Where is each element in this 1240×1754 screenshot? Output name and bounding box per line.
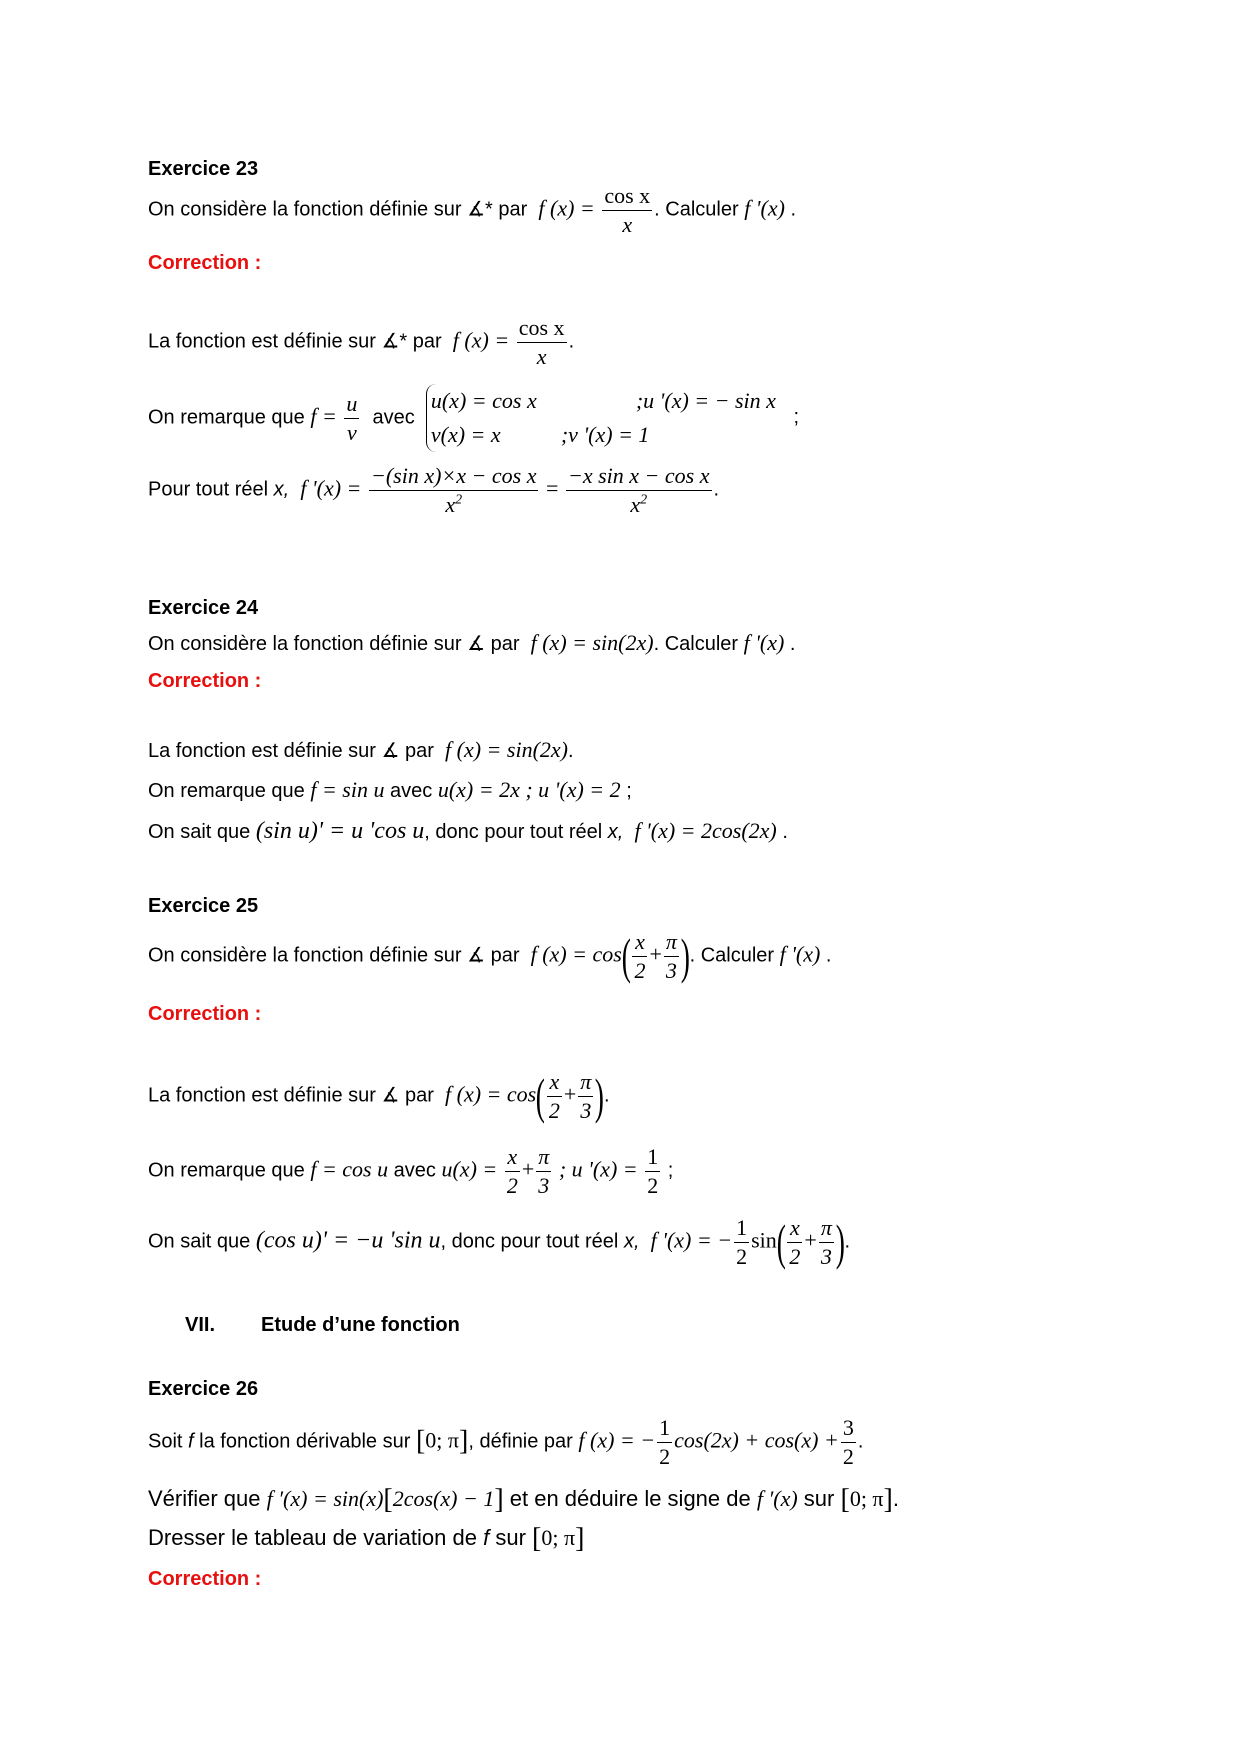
- exercise-23-correction-label: Correction :: [148, 252, 262, 274]
- exercise-25-correction-line-1: La fonction est définie sur ∡ par f (x) = cos( $\frac{x}{2}$ + $\frac{\pi}{3}$ ).: [148, 1068, 610, 1124]
- exercise-24-correction-label: Correction :: [148, 670, 262, 692]
- exercise-24-title: Exercice 24: [148, 597, 259, 619]
- exercise-25-correction-label: Correction :: [148, 1003, 262, 1025]
- equation-system: u(x) = cos x ;u '(x) = − sin x v(x) = x ;v '(x) = 1: [426, 384, 776, 452]
- exercise-26-title: Exercice 26: [148, 1378, 259, 1400]
- exercise-25-correction-line-3: On sait que (cos u)' = −u 'sin u, donc pour tout réel x, f '(x) = − $\frac{1}{2}$ sin( $\frac{x}{2}$ + $\frac{\pi}{3}$ ).: [148, 1214, 851, 1270]
- exercise-24-statement: On considère la fonction définie sur ∡ par f (x) = sin(2x). Calculer f '(x) .: [148, 630, 796, 655]
- exercise-25-correction-line-2: On remarque que f = cos u avec u(x) = $\frac{x}{2}$ + $\frac{\pi}{3}$ ; u '(x) = $\frac{1}{2}$ ;: [148, 1144, 674, 1198]
- exercise-25-statement: On considère la fonction définie sur ∡ par f (x) = cos( $\frac{x}{2}$ + $\frac{\pi}{3}$ ). Calculer f '(x) .: [148, 928, 832, 984]
- section-title: Etude d’une fonction: [261, 1314, 460, 1336]
- exercise-24-correction-line-3: On sait que (sin u)' = u 'cos u, donc pour tout réel x, f '(x) = 2cos(2x) .: [148, 818, 788, 844]
- exercise-23-correction-line-1: La fonction est définie sur ∡* par f (x) = $\frac{\text{cos x}}{x}$ .: [148, 315, 575, 369]
- exercise-26-line-1: Soit f la fonction dérivable sur [0; π], définie par f (x) = − $\frac{1}{2}$ cos(2x) + cos(x) + $\frac{3}{2}$ .: [148, 1415, 864, 1469]
- exercise-26-correction-label: Correction :: [148, 1568, 262, 1590]
- exercise-24-correction-line-1: La fonction est définie sur ∡ par f (x) = sin(2x).: [148, 737, 574, 762]
- exercise-23-title: Exercice 23: [148, 158, 259, 180]
- exercise-26-line-3: Dresser le tableau de variation de f sur [0; π]: [148, 1523, 585, 1554]
- section-number: VII.: [185, 1314, 216, 1336]
- exercise-23-correction-line-2: On remarque que f = $\frac{u}{v}$ avec u(x) = cos x ;u '(x) = − sin x v(x) = x ;v '(x) = 1 ;: [148, 384, 799, 452]
- exercise-24-correction-line-2: On remarque que f = sin u avec u(x) = 2x ; u '(x) = 2 ;: [148, 777, 632, 802]
- exercise-23-statement: On considère la fonction définie sur ∡* par f (x) = $\frac{\text{cos x}}{x}$ . Calculer f '(x) .: [148, 183, 797, 237]
- exercise-25-title: Exercice 25: [148, 895, 259, 917]
- exercise-26-line-2: Vérifier que f ′(x) = sin(x)[2cos(x) − 1] et en déduire le signe de f ′(x) sur [0; π].: [148, 1484, 899, 1515]
- exercise-23-correction-line-3: Pour tout réel x, f '(x) = $\frac{\text{−(sin x)×x − cos x}}{x^2}$ = $\frac{\text{−x sin x − cos x}}{x^2}$ .: [148, 463, 720, 517]
